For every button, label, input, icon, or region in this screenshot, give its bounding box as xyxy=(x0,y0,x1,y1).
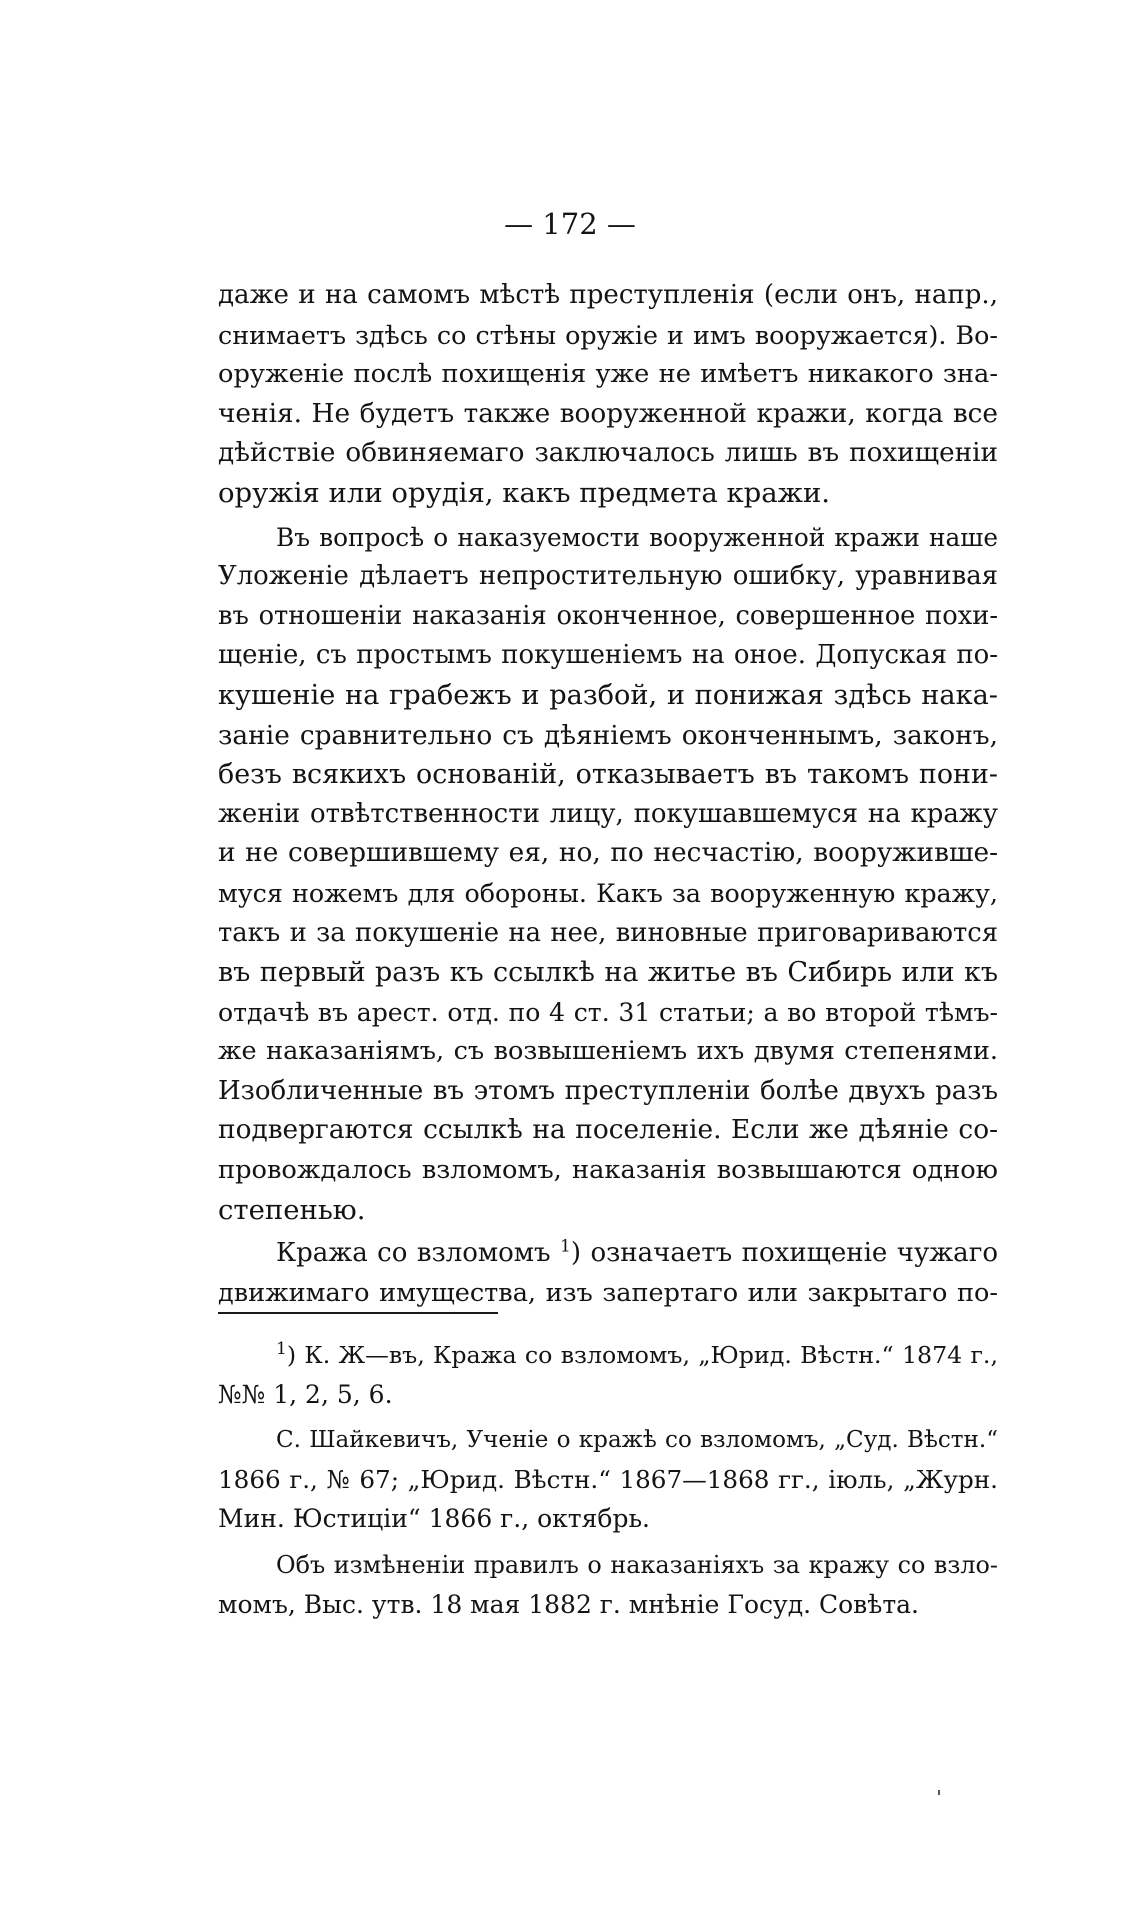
text-line: Въ вопросѣ о наказуемости вооруженной кражи наше xyxy=(276,522,998,552)
footnote-line: Мин. Юстиціи“ 1866 г., октябрь. xyxy=(218,1504,651,1534)
text-line: снимаетъ здѣсь со стѣны оружіе и имъ вооружается). Во- xyxy=(218,319,998,350)
footnote-line: С. Шайкевичъ, Ученіе о кражѣ со взломомъ, „Суд. Вѣстн.“ xyxy=(276,1427,998,1454)
footnote-line: №№ 1, 2, 5, 6. xyxy=(218,1379,393,1409)
footnote-2 xyxy=(218,1422,998,1541)
text-line: ченія. Не будетъ также вооруженной кражи, когда все xyxy=(218,398,998,429)
text-line: дѣйствіе обвиняемаго заключалось лишь въ похищеніи xyxy=(218,438,998,469)
text-line: даже и на самомъ мѣстѣ преступленія (если онъ, напр., xyxy=(218,280,998,310)
text-line: въ первый разъ къ ссылкѣ на житье въ Сибирь или къ xyxy=(218,957,998,989)
text-line: оруженіе послѣ похищенія уже не имѣетъ никакого зна- xyxy=(218,359,998,390)
text-segment: Кража со взломомъ xyxy=(276,1238,551,1269)
main-text xyxy=(218,276,998,1313)
page-number: — 172 — xyxy=(504,207,636,241)
footnote-1 xyxy=(218,1337,998,1416)
text-line: въ отношеніи наказанія оконченное, совершенное похи- xyxy=(218,600,998,631)
paragraph-3 xyxy=(218,1234,998,1313)
footnote-line xyxy=(218,1337,998,1377)
text-segment: ) К. Ж—въ, Кража со взломомъ, „Юрид. Вѣстн.“ 1874 г., xyxy=(286,1341,998,1369)
text-line: такъ и за покушеніе на нее, виновные приговариваются xyxy=(218,917,998,948)
paragraph-1 xyxy=(218,276,998,514)
text-line: женіи отвѣтственности лицу, покушавшемуся на кражу xyxy=(218,798,998,829)
text-line: безъ всякихъ основаній, отказываетъ въ такомъ пони- xyxy=(218,759,998,791)
text-line: провождалось взломомъ, наказанія возвышаются одною xyxy=(218,1155,998,1186)
footnote-line: 1866 г., № 67; „Юрид. Вѣстн.“ 1867—1868 гг., іюль, „Журн. xyxy=(218,1464,998,1494)
text-line: заніе сравнительно съ дѣяніемъ оконченнымъ, законъ, xyxy=(218,719,998,751)
footnote-3 xyxy=(218,1547,998,1626)
text-line: и не совершившему ея, но, по несчастію, вооруживше- xyxy=(218,838,998,869)
footnote-marker: 1 xyxy=(276,1339,287,1360)
text-line xyxy=(218,1234,998,1274)
footnote-line: Объ измѣненіи правилъ о наказаніяхъ за кражу со взло- xyxy=(276,1550,998,1579)
footnote-line: момъ, Выс. утв. 18 мая 1882 г. мнѣніе Госуд. Совѣта. xyxy=(218,1589,920,1619)
text-line: отдачѣ въ арест. отд. по 4 ст. 31 статьи; а во второй тѣмъ- xyxy=(218,997,998,1027)
text-segment: ) означаетъ похищеніе чужаго xyxy=(570,1238,998,1269)
paragraph-2 xyxy=(218,518,998,1231)
text-line: щеніе, съ простымъ покушеніемъ на оное. Допуская по- xyxy=(218,640,998,671)
footnotes xyxy=(218,1337,998,1626)
footnote-separator xyxy=(218,1312,498,1314)
text-line: степенью. xyxy=(218,1193,366,1226)
text-line: кушеніе на грабежъ и разбой, и понижая здѣсь нака- xyxy=(218,679,998,711)
text-line: Изобличенные въ этомъ преступленіи болѣе двухъ разъ xyxy=(218,1075,998,1106)
text-line: оружія или орудія, какъ предмета кражи. xyxy=(218,476,831,509)
text-line: Уложеніе дѣлаетъ непростительную ошибку, уравнивая xyxy=(218,561,998,592)
text-line: движимаго имущества, изъ запертаго или закрытаго по- xyxy=(218,1277,998,1308)
footnote-reference[interactable]: 1 xyxy=(560,1236,571,1257)
text-line: же наказаніямъ, съ возвышеніемъ ихъ двумя степенями. xyxy=(218,1036,998,1067)
text-line: муся ножемъ для обороны. Какъ за вооруженную кражу, xyxy=(218,877,998,908)
text-line: подвергаются ссылкѣ на поселеніе. Если же дѣяніе со- xyxy=(218,1115,998,1146)
scan-speck xyxy=(938,1790,940,1795)
